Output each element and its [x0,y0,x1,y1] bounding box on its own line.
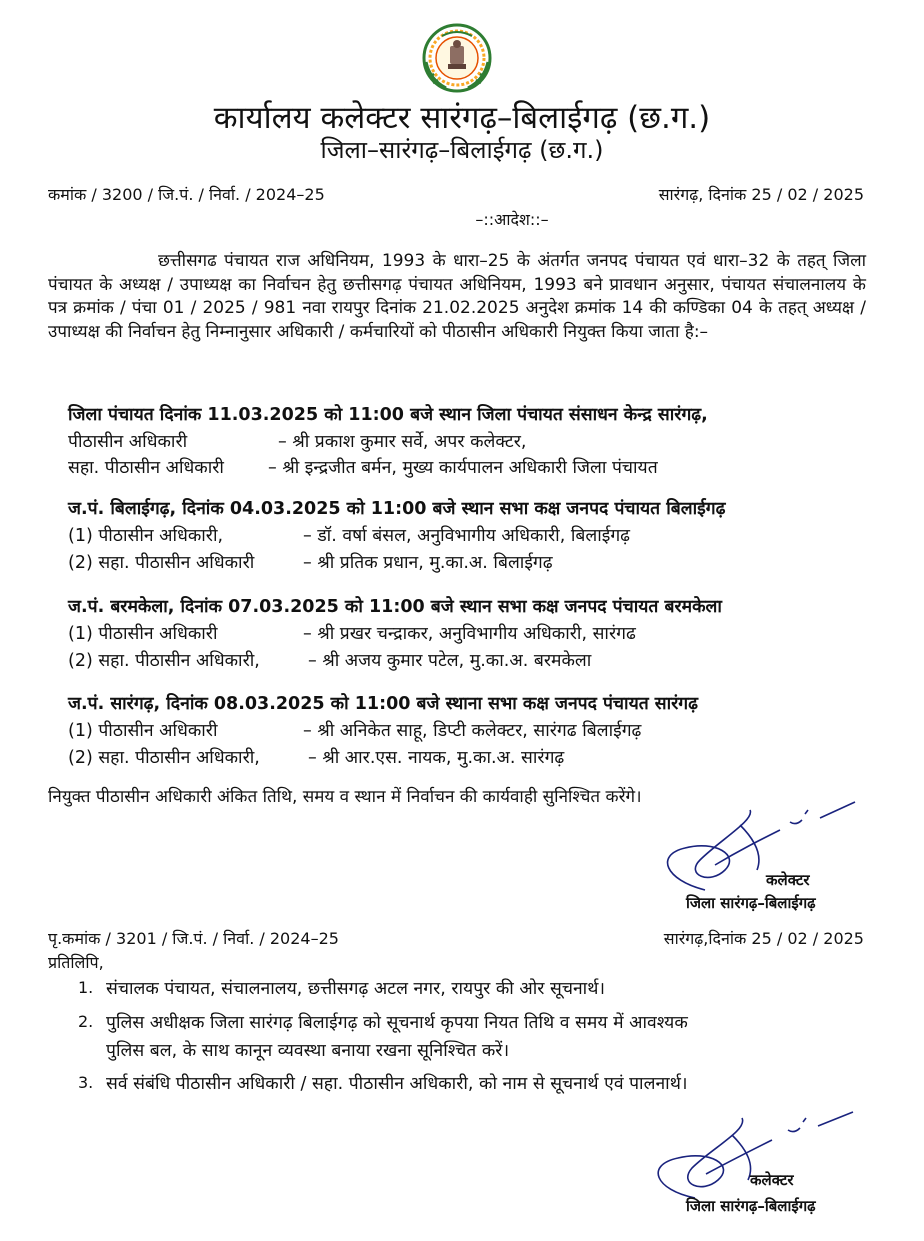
order-paragraph-text: छत्तीसगढ पंचायत राज अधिनियम, 1993 के धारा–25 के अंतर्गत जनपद पंचायत एवं धारा–32 के तहत् जिला पंचायत के अध्यक्ष / उपाध्यक्ष का निर्वाचन हेतु छत्तीसगढ़ पंचायत अधिनियम, 1993 बने प्रावधान अनुसार, पंचायत संचालनालय के पत्र क्रमांक / पंचा 01 / 2025 / 981 नवा रायपुर दिनांक 21.02.2025 अनुदेश क्रमांक 14 की कण्डिका 04 के तहत् अध्यक्ष / उपाध्यक्ष की निर्वाचन हेतु निम्नानुसार अधिकारी / कर्मचारियों को पीठासीन अधिकारी नियुक्त किया जाता है:– [48,251,866,342]
emblem-icon [412,22,502,94]
order-date: सारंगढ़, दिनांक 25 / 02 / 2025 [658,185,864,204]
order-ref-no: कमांक / 3200 / जि.पं. / निर्वा. / 2024–25 [48,185,325,204]
section-heading-sarangarh: ज.पं. सारंगढ़, दिनांक 08.03.2025 को 11:00 बजे स्थाना सभा कक्ष जनपद पंचायत सारंगढ़ [68,694,699,714]
copy-item-2-number: 2. [78,1012,94,1031]
section-2-line-2-officer: – श्री प्रतिक प्रधान, मु.का.अ. बिलाईगढ़ [303,553,553,573]
collector-signature-2 [640,1110,860,1205]
copy-item-2-text: पुलिस अधीक्षक जिला सारंगढ़ बिलाईगढ़ को सूचनार्थ कृपया नियत तिथि व समय में आवश्यक [106,1013,688,1033]
section-3-line-2-officer: – श्री अजय कुमार पटेल, मु.का.अ. बरमकेला [308,651,592,671]
office-title: कार्यालय कलेक्टर सारंगढ़–बिलाईगढ़ (छ.ग.) [213,100,711,136]
section-2-line-1-role: (1) पीठासीन अधिकारी, [68,526,224,546]
section-heading-zila-panchayat: जिला पंचायत दिनांक 11.03.2025 को 11:00 बजे स्थान जिला पंचायत संसाधन केन्द्र सारंगढ़, [68,405,708,425]
section-4-line-2-officer: – श्री आर.एस. नायक, मु.का.अ. सारंगढ़ [308,748,565,768]
section-3-line-1-officer: – श्री प्रखर चन्द्राकर, अनुविभागीय अधिकारी, सारंगढ [303,624,636,644]
section-1-line-1-role: पीठासीन अधिकारी [68,432,188,452]
signatory-title-2: कलेक्टर [750,1171,794,1189]
section-2-line-1-officer: – डॉ. वर्षा बंसल, अनुविभागीय अधिकारी, बिलाईगढ़ [303,526,631,546]
collector-signature-1 [645,800,865,900]
section-1-line-2-role: सहा. पीठासीन अधिकारी [68,458,224,478]
section-heading-bilaigarh: ज.पं. बिलाईगढ़, दिनांक 04.03.2025 को 11:00 बजे स्थान सभा कक्ष जनपद पंचायत बिलाईगढ़ [68,499,726,519]
section-4-line-1-role: (1) पीठासीन अधिकारी [68,721,218,741]
copy-item-1-text: संचालक पंचायत, संचालनालय, छत्तीसगढ़ अटल नगर, रायपुर की ओर सूचनार्थ। [106,979,606,999]
section-1-line-1-officer: – श्री प्रकाश कुमार सर्वे, अपर कलेक्टर, [278,432,527,452]
endorsement-ref-no: पृ.कमांक / 3201 / जि.पं. / निर्वा. / 2024–25 [48,929,339,948]
closing-statement: नियुक्त पीठासीन अधिकारी अंकित तिथि, समय व स्थान में निर्वाचन की कार्यवाही सुनिश्चित करेंगे। [48,787,642,807]
district-subtitle: जिला–सारंगढ़–बिलाईगढ़ (छ.ग.) [320,136,604,164]
copy-item-2-text-cont: पुलिस बल, के साथ कानून व्यवस्था बनाया रखना सूनिश्चित करें। [106,1041,510,1061]
copy-item-3-text: सर्व संबंधि पीठासीन अधिकारी / सहा. पीठासीन अधिकारी, को नाम से सूचनार्थ एवं पालनार्थ। [106,1074,688,1094]
section-4-line-2-role: (2) सहा. पीठासीन अधिकारी, [68,748,260,768]
signatory-district-2: जिला सारंगढ़–बिलाईगढ़ [686,1197,816,1215]
section-3-line-1-role: (1) पीठासीन अधिकारी [68,624,218,644]
order-heading: –::आदेश::– [475,210,549,229]
signatory-title-1: कलेक्टर [766,871,810,889]
copy-item-3-number: 3. [78,1073,94,1092]
section-4-line-1-officer: – श्री अनिकेत साहू, डिप्टी कलेक्टर, सारंगढ बिलाईगढ़ [303,721,642,741]
copy-label: प्रतिलिपि, [48,953,104,972]
state-emblem-logo [412,22,502,94]
order-paragraph [48,250,866,344]
endorsement-date: सारंगढ़,दिनांक 25 / 02 / 2025 [663,929,864,948]
section-3-line-2-role: (2) सहा. पीठासीन अधिकारी, [68,651,260,671]
signatory-district-1: जिला सारंगढ़–बिलाईगढ़ [686,894,816,912]
section-heading-baramkela: ज.पं. बरमकेला, दिनांक 07.03.2025 को 11:00 बजे स्थान सभा कक्ष जनपद पंचायत बरमकेला [68,597,722,617]
section-2-line-2-role: (2) सहा. पीठासीन अधिकारी [68,553,255,573]
copy-item-1-number: 1. [78,978,94,997]
section-1-line-2-officer: – श्री इन्द्रजीत बर्मन, मुख्य कार्यपालन अधिकारी जिला पंचायत [268,458,658,478]
